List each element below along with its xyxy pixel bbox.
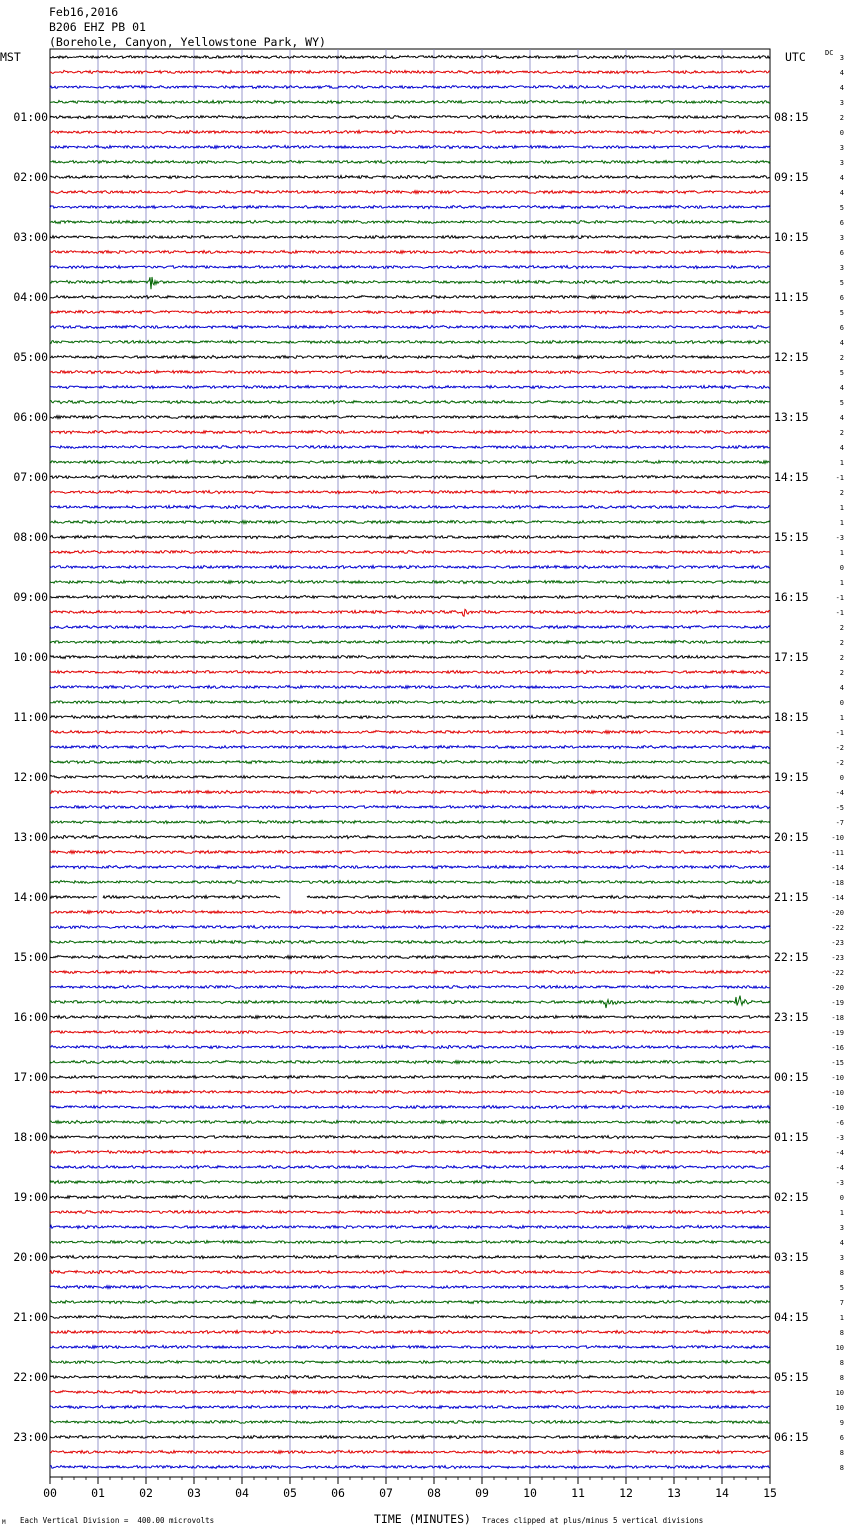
utc-hour-label: 23:15 (774, 1010, 809, 1024)
dc-offset-label: 2 (839, 669, 844, 677)
x-tick-label: 14 (715, 1486, 729, 1500)
utc-hour-label: 19:15 (774, 770, 809, 784)
dc-offset-label: 5 (839, 279, 844, 287)
dc-offset-label: 6 (839, 324, 844, 332)
utc-hour-label: 09:15 (774, 170, 809, 184)
dc-offset-label: -18 (831, 1014, 844, 1022)
mst-hour-label: 13:00 (13, 830, 48, 844)
dc-offset-label: 6 (839, 1434, 844, 1442)
seismic-trace (50, 609, 770, 616)
seismic-trace (50, 641, 770, 644)
utc-hour-label: 13:15 (774, 410, 809, 424)
dc-offset-label: 2 (839, 639, 844, 647)
seismic-trace (50, 416, 770, 419)
dc-offset-label: -20 (831, 909, 844, 917)
seismic-trace (50, 1405, 770, 1408)
seismic-trace (50, 940, 770, 943)
dc-offset-label: 4 (839, 339, 844, 347)
seismic-trace (50, 446, 770, 449)
utc-hour-label: 06:15 (774, 1430, 809, 1444)
seismic-trace (50, 1331, 770, 1334)
dc-offset-label: 3 (839, 159, 844, 167)
x-tick-label: 00 (43, 1486, 57, 1500)
seismic-trace (50, 1225, 770, 1228)
dc-offset-label: 1 (839, 714, 844, 722)
seismic-trace (50, 250, 770, 253)
utc-hour-label: 11:15 (774, 290, 809, 304)
mst-hour-label: 03:00 (13, 230, 48, 244)
seismic-trace (50, 1300, 770, 1303)
grid-lines (50, 49, 770, 1484)
seismic-trace (50, 1015, 770, 1018)
dc-offset-label: 8 (839, 1359, 844, 1367)
seismic-trace (50, 70, 770, 73)
seismic-trace (50, 1151, 770, 1154)
seismic-trace (50, 295, 770, 298)
mst-hour-label: 14:00 (13, 890, 48, 904)
dc-offset-label: 4 (839, 84, 844, 92)
seismic-trace (50, 910, 770, 913)
mst-hour-label: 12:00 (13, 770, 48, 784)
seismic-trace (50, 277, 770, 289)
seismic-trace (50, 206, 770, 209)
seismic-trace (50, 1060, 770, 1063)
dc-offset-label: -3 (835, 1134, 844, 1142)
dc-offset-label: -19 (831, 1029, 844, 1037)
clip-note: Traces clipped at plus/minus 5 vertical divisions (482, 1516, 704, 1525)
utc-hour-label: 21:15 (774, 890, 809, 904)
seismic-trace (50, 671, 770, 674)
seismic-trace (50, 865, 770, 868)
seismic-trace (50, 926, 770, 929)
seismic-trace (50, 1106, 770, 1109)
seismic-trace (50, 491, 770, 494)
seismic-trace (50, 1375, 770, 1378)
mst-hour-label: 05:00 (13, 350, 48, 364)
dc-offset-label: 2 (839, 489, 844, 497)
dc-offset-label: 3 (839, 234, 844, 242)
seismic-trace (50, 730, 770, 733)
dc-offset-label: 4 (839, 384, 844, 392)
seismic-trace (50, 535, 770, 538)
seismic-trace (50, 1136, 770, 1139)
utc-hour-label: 15:15 (774, 530, 809, 544)
seismic-trace (50, 86, 770, 89)
utc-hour-label: 08:15 (774, 110, 809, 124)
dc-offset-label: 8 (839, 1374, 844, 1382)
dc-offset-label: -22 (831, 924, 844, 932)
seismic-trace (50, 1241, 770, 1244)
scale-note: Each Vertical Division = 400.00 microvolts (20, 1516, 215, 1525)
seismic-trace (50, 776, 770, 779)
dc-offset-label: -10 (831, 1089, 844, 1097)
dc-offset-label: -4 (835, 1149, 844, 1157)
seismic-trace (50, 1076, 770, 1079)
x-tick-label: 12 (619, 1486, 633, 1500)
dc-offset-label: -18 (831, 879, 844, 887)
x-tick-label: 08 (427, 1486, 441, 1500)
dc-offset-label: 1 (839, 579, 844, 587)
seismic-trace (50, 400, 770, 403)
mst-hour-label: 19:00 (13, 1190, 48, 1204)
seismic-trace (50, 566, 770, 569)
seismic-trace (50, 355, 770, 358)
seismic-trace (50, 1181, 770, 1184)
x-tick-label: 01 (91, 1486, 105, 1500)
dc-offset-label: 3 (839, 144, 844, 152)
utc-hour-label: 01:15 (774, 1130, 809, 1144)
dc-offset-label: -2 (835, 759, 844, 767)
dc-offset-label: 1 (839, 1209, 844, 1217)
seismic-trace (50, 1270, 770, 1273)
x-tick-label: 02 (139, 1486, 153, 1500)
mst-hour-label: 07:00 (13, 470, 48, 484)
dc-offset-label: 3 (839, 99, 844, 107)
dc-offset-label: 5 (839, 309, 844, 317)
dc-offset-label: 4 (839, 414, 844, 422)
dc-offset-label: 3 (839, 264, 844, 272)
dc-offset-label: 0 (839, 564, 844, 572)
seismic-trace (50, 701, 770, 704)
dc-offset-label: 8 (839, 1464, 844, 1472)
seismic-trace (50, 821, 770, 824)
seismic-trace (50, 371, 770, 374)
dc-offset-label: -10 (831, 834, 844, 842)
utc-hour-label: 14:15 (774, 470, 809, 484)
dc-offset-label: 6 (839, 294, 844, 302)
mst-hour-label: 02:00 (13, 170, 48, 184)
dc-offset-label: 6 (839, 249, 844, 257)
seismic-trace (50, 580, 770, 583)
mst-hour-label: 06:00 (13, 410, 48, 424)
dc-offset-label: 5 (839, 204, 844, 212)
seismic-trace (50, 1466, 770, 1469)
dc-offset-label: 7 (839, 1299, 844, 1307)
dc-offset-label: 10 (835, 1389, 844, 1397)
x-tick-label: 06 (331, 1486, 345, 1500)
trace-group (50, 56, 770, 1469)
utc-hour-label: 04:15 (774, 1310, 809, 1324)
utc-hour-label: 00:15 (774, 1070, 809, 1084)
mst-hour-label: 04:00 (13, 290, 48, 304)
seismic-trace (50, 881, 770, 884)
dc-offset-label: 5 (839, 369, 844, 377)
seismic-trace (50, 760, 770, 763)
dc-offset-label: 8 (839, 1329, 844, 1337)
dc-offset-label: 2 (839, 354, 844, 362)
dc-offset-label: -7 (835, 819, 844, 827)
seismic-trace (50, 1120, 770, 1123)
seismic-trace (50, 1436, 770, 1439)
dc-offset-label: 0 (839, 1194, 844, 1202)
seismic-trace (50, 1090, 770, 1093)
mst-hour-label: 16:00 (13, 1010, 48, 1024)
dc-offset-label: 10 (835, 1344, 844, 1352)
seismic-trace (50, 746, 770, 749)
mst-hour-label: 21:00 (13, 1310, 48, 1324)
seismic-trace (50, 190, 770, 193)
seismic-trace (50, 970, 770, 973)
mst-hour-label: 22:00 (13, 1370, 48, 1384)
seismic-trace (50, 806, 770, 809)
seismic-trace (50, 1286, 770, 1289)
seismic-trace (50, 341, 770, 344)
dc-offset-label: -11 (831, 849, 844, 857)
dc-offset-label: -1 (835, 474, 844, 482)
mst-hour-label: 20:00 (13, 1250, 48, 1264)
seismic-trace (50, 116, 770, 119)
seismic-trace (50, 161, 770, 164)
dc-offset-label: -20 (831, 984, 844, 992)
seismic-trace (50, 101, 770, 104)
dc-offset-label: -22 (831, 969, 844, 977)
dc-offset-label: -14 (831, 894, 844, 902)
seismic-trace (50, 1195, 770, 1198)
mst-hour-label: 09:00 (13, 590, 48, 604)
seismic-trace (50, 685, 770, 688)
seismic-trace (50, 986, 770, 989)
dc-offset-label: 0 (839, 774, 844, 782)
dc-offset-label: 3 (839, 1254, 844, 1262)
dc-header-label: DC (825, 49, 834, 57)
seismic-trace (50, 790, 770, 793)
dc-offset-label: -3 (835, 534, 844, 542)
seismic-trace (50, 1361, 770, 1364)
dc-offset-label: 2 (839, 114, 844, 122)
seismic-trace (50, 145, 770, 148)
x-tick-label: 11 (571, 1486, 585, 1500)
dc-offset-label: 4 (839, 189, 844, 197)
dc-offset-label: -15 (831, 1059, 844, 1067)
dc-offset-label: 1 (839, 504, 844, 512)
dc-offset-label: 8 (839, 1269, 844, 1277)
utc-hour-label: 02:15 (774, 1190, 809, 1204)
seismic-trace (50, 996, 770, 1008)
x-tick-label: 03 (187, 1486, 201, 1500)
dc-offset-label: 0 (839, 129, 844, 137)
utc-hour-label: 20:15 (774, 830, 809, 844)
dc-offset-label: 8 (839, 1449, 844, 1457)
seismic-trace (50, 1391, 770, 1394)
dc-offset-label: -16 (831, 1044, 844, 1052)
dc-offset-label: 1 (839, 549, 844, 557)
seismic-trace (50, 266, 770, 269)
seismic-trace (50, 311, 770, 314)
seismic-trace (50, 521, 770, 524)
dc-offset-label: 5 (839, 399, 844, 407)
dc-offset-label: 0 (839, 699, 844, 707)
dc-offset-label: -23 (831, 954, 844, 962)
dc-offset-label: -10 (831, 1104, 844, 1112)
x-tick-label: 04 (235, 1486, 249, 1500)
seismic-trace (50, 625, 770, 628)
seismic-trace (50, 176, 770, 179)
station-location: (Borehole, Canyon, Yellowstone Park, WY) (49, 35, 326, 49)
utc-hour-label: 03:15 (774, 1250, 809, 1264)
dc-offset-label: 1 (839, 519, 844, 527)
seismic-trace (50, 386, 770, 389)
x-tick-label: 07 (379, 1486, 393, 1500)
seismic-trace (50, 236, 770, 239)
dc-offset-label: -1 (835, 729, 844, 737)
mst-hour-label: 08:00 (13, 530, 48, 544)
dc-offset-label: 1 (839, 459, 844, 467)
dc-offset-label: -1 (835, 609, 844, 617)
seismic-trace (50, 716, 770, 719)
mst-hour-label: 01:00 (13, 110, 48, 124)
dc-offset-label: 1 (839, 1314, 844, 1322)
dc-offset-label: 9 (839, 1419, 844, 1427)
seismic-trace (50, 325, 770, 328)
seismic-trace (50, 461, 770, 464)
dc-offset-label: -19 (831, 999, 844, 1007)
mst-hour-label: 11:00 (13, 710, 48, 724)
seismic-trace (50, 430, 770, 433)
dc-offset-label: -4 (835, 1164, 844, 1172)
dc-offset-label: -2 (835, 744, 844, 752)
seismic-trace (50, 655, 770, 658)
dc-offset-label: -10 (831, 1074, 844, 1082)
mst-hour-label: 15:00 (13, 950, 48, 964)
seismic-trace (50, 896, 770, 899)
mst-hour-label: 18:00 (13, 1130, 48, 1144)
x-tick-label: 15 (763, 1486, 777, 1500)
x-tick-label: 10 (523, 1486, 537, 1500)
dc-offset-label: 2 (839, 654, 844, 662)
utc-hour-label: 18:15 (774, 710, 809, 724)
seismic-trace (50, 851, 770, 854)
seismic-trace (50, 956, 770, 959)
x-tick-label: 13 (667, 1486, 681, 1500)
dc-offset-label: -23 (831, 939, 844, 947)
seismic-trace (50, 56, 770, 59)
seismic-trace (50, 1450, 770, 1453)
dc-offset-label: 6 (839, 219, 844, 227)
dc-offset-label: -1 (835, 594, 844, 602)
seismic-trace (50, 505, 770, 508)
mst-hour-label: 23:00 (13, 1430, 48, 1444)
seismic-trace (50, 835, 770, 838)
corner-mark: M (2, 1519, 6, 1526)
x-axis-title: TIME (MINUTES) (374, 1512, 471, 1526)
x-tick-label: 05 (283, 1486, 297, 1500)
dc-offset-label: -5 (835, 804, 844, 812)
dc-offset-label: 4 (839, 1239, 844, 1247)
seismic-trace (50, 131, 770, 134)
dc-offset-label: -4 (835, 789, 844, 797)
seismic-trace (50, 1256, 770, 1259)
seismic-trace (50, 1316, 770, 1319)
seismic-trace (50, 220, 770, 223)
right-timezone-label: UTC (785, 50, 806, 64)
utc-hour-label: 16:15 (774, 590, 809, 604)
dc-offset-label: -6 (835, 1119, 844, 1127)
dc-offset-label: 4 (839, 684, 844, 692)
seismic-trace (50, 1345, 770, 1348)
seismic-trace (50, 1421, 770, 1424)
mst-hour-label: 10:00 (13, 650, 48, 664)
seismic-trace (50, 475, 770, 478)
dc-offset-label: 4 (839, 174, 844, 182)
dc-offset-label: 2 (839, 624, 844, 632)
dc-offset-label: 4 (839, 444, 844, 452)
x-tick-label: 09 (475, 1486, 489, 1500)
utc-hour-label: 05:15 (774, 1370, 809, 1384)
seismic-trace (50, 596, 770, 599)
dc-offset-label: 4 (839, 69, 844, 77)
dc-offset-label: 10 (835, 1404, 844, 1412)
dc-offset-label: 2 (839, 429, 844, 437)
seismic-trace (50, 1031, 770, 1034)
left-timezone-label: MST (0, 50, 21, 64)
dc-offset-label: -14 (831, 864, 844, 872)
seismic-trace (50, 1046, 770, 1049)
plot-date: Feb16,2016 (49, 5, 119, 19)
mst-hour-label: 17:00 (13, 1070, 48, 1084)
seismic-trace (50, 1211, 770, 1214)
utc-hour-label: 22:15 (774, 950, 809, 964)
seismic-trace (50, 1165, 770, 1168)
dc-offset-label: 3 (839, 1224, 844, 1232)
dc-offset-label: -3 (835, 1179, 844, 1187)
seismic-trace (50, 551, 770, 554)
utc-hour-label: 17:15 (774, 650, 809, 664)
dc-offset-label: 5 (839, 1284, 844, 1292)
dc-offset-label: 3 (839, 54, 844, 62)
station-id: B206 EHZ PB 01 (49, 20, 146, 34)
utc-hour-label: 10:15 (774, 230, 809, 244)
utc-hour-label: 12:15 (774, 350, 809, 364)
